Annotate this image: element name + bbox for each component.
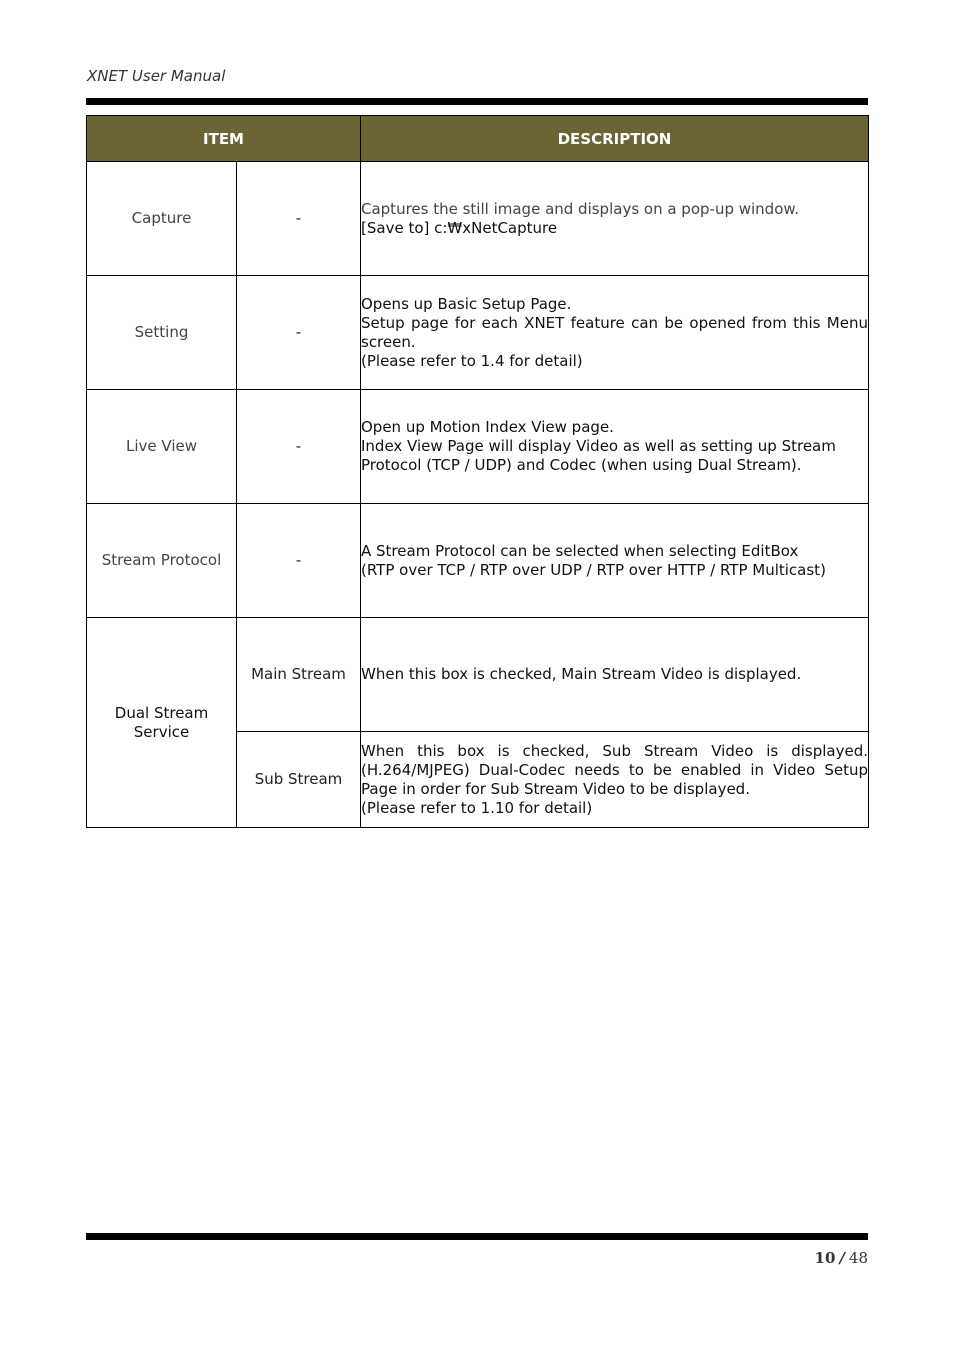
table-row xyxy=(87,618,869,732)
page-separator: / xyxy=(839,1249,845,1267)
page-current: 10 xyxy=(814,1249,836,1267)
description-line: Open up Motion Index View page. xyxy=(361,418,614,436)
description-cell xyxy=(361,618,869,732)
item-cell: Live View xyxy=(87,390,237,504)
description-line: Captures the still image and displays on a pop-up window. xyxy=(361,199,800,218)
table-row xyxy=(87,504,869,618)
table-row xyxy=(87,276,869,390)
description-line: When this box is checked, Sub Stream Video is displayed. (H.264/MJPEG) Dual-Codec needs to be enabled in Video Setup Page in order for Sub Stream Video to be displayed. xyxy=(361,741,868,798)
footer-rule xyxy=(86,1233,868,1240)
column-header-description: DESCRIPTION xyxy=(361,116,869,162)
column-header-item: ITEM xyxy=(87,116,361,162)
page-total: 48 xyxy=(848,1249,868,1267)
subitem-cell: - xyxy=(237,162,361,276)
description-line: (Please refer to 1.10 for detail) xyxy=(361,798,593,817)
description-cell xyxy=(361,276,869,390)
subitem-cell: - xyxy=(237,504,361,618)
header-rule xyxy=(86,98,868,105)
description-line: A Stream Protocol can be selected when selecting EditBox xyxy=(361,541,799,560)
description-cell xyxy=(361,504,869,618)
description-line: (Please refer to 1.4 for detail) xyxy=(361,351,583,370)
description-cell xyxy=(361,732,869,828)
feature-table xyxy=(86,115,869,828)
description-line: (RTP over TCP / RTP over UDP / RTP over HTTP / RTP Multicast) xyxy=(361,560,826,579)
subitem-cell: - xyxy=(237,390,361,504)
item-cell: Setting xyxy=(87,276,237,390)
description-line: [Save to] c:₩xNetCapture xyxy=(361,218,558,237)
page-number xyxy=(815,1249,868,1267)
table-row xyxy=(87,162,869,276)
description-cell xyxy=(361,162,869,276)
subitem-cell: Main Stream xyxy=(237,618,361,732)
item-cell: Stream Protocol xyxy=(87,504,237,618)
subitem-cell: - xyxy=(237,276,361,390)
item-cell: Capture xyxy=(87,162,237,276)
description-line: Index View Page will display Video as well as setting up Stream Protocol (TCP / UDP) and Codec (when using Dual Stream). xyxy=(361,437,836,474)
document-title: XNET User Manual xyxy=(87,67,226,85)
item-cell: Dual Stream Service xyxy=(87,618,237,828)
description-line: When this box is checked, Main Stream Video is displayed. xyxy=(361,665,802,683)
subitem-cell: Sub Stream xyxy=(237,732,361,828)
description-line: Opens up Basic Setup Page. xyxy=(361,294,572,313)
description-line: Setup page for each XNET feature can be opened from this Menu screen. xyxy=(361,313,868,351)
table-row xyxy=(87,390,869,504)
description-cell xyxy=(361,390,869,504)
